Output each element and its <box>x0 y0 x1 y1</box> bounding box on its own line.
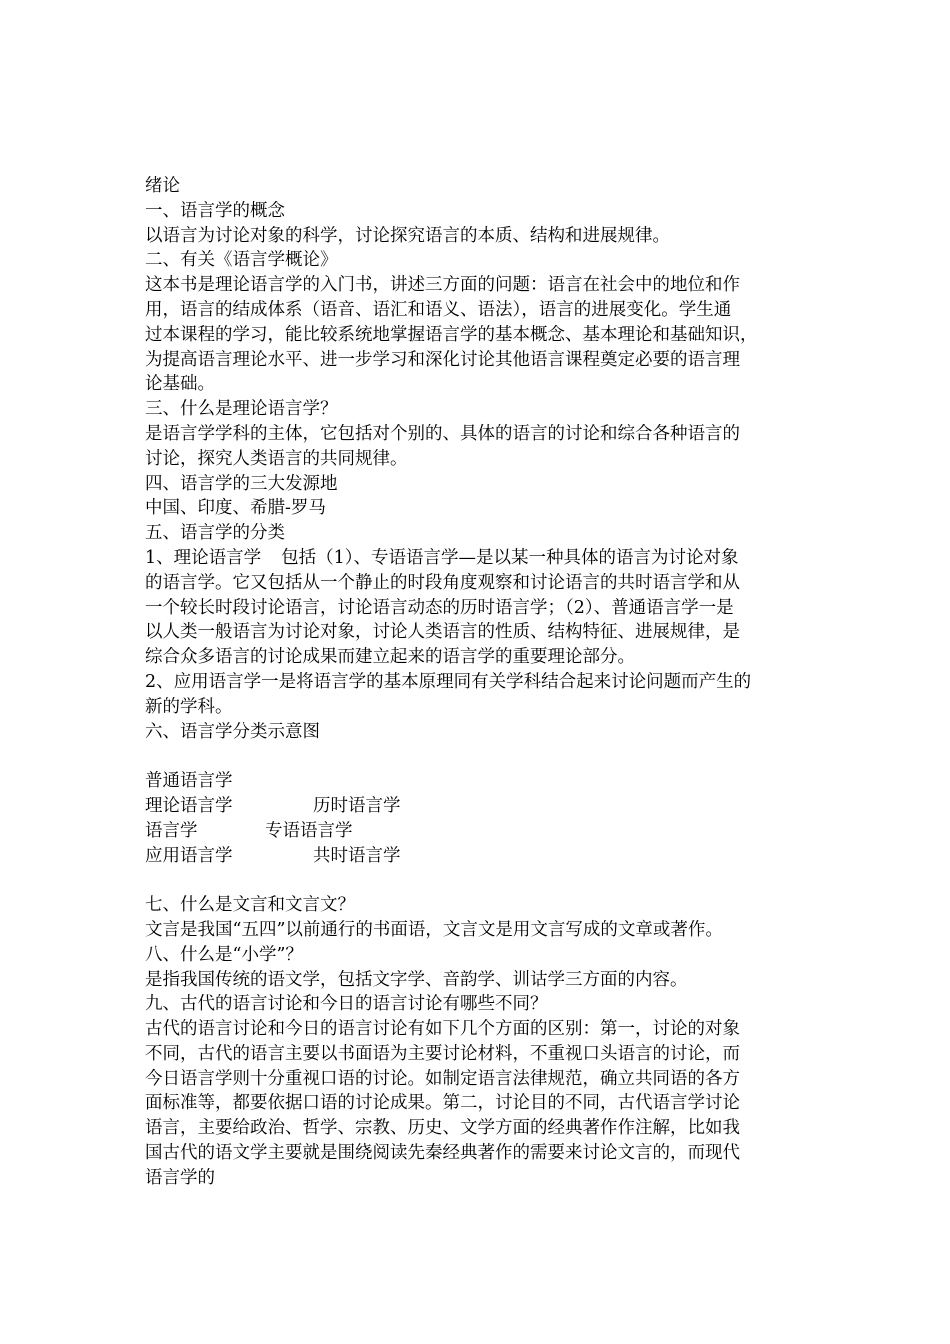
diagram-label-linguistics: 语言学 <box>145 820 198 841</box>
diagram-label-diachronic: 历时语言学 <box>313 795 401 816</box>
section-8-heading: 八、什么是“小学”？ <box>145 944 303 965</box>
diagram-row <box>145 794 810 819</box>
section-2-line: 用，语言的结成体系（语音、语汇和语义、语法），语言的进展变化。学生通 <box>145 299 732 320</box>
section-4-heading: 四、语言学的三大发源地 <box>145 473 338 494</box>
blank-line <box>145 868 810 893</box>
diagram-row <box>145 769 810 794</box>
section-9-line: 国古代的语文学主要就是围绕阅读先秦经典著作的需要来讨论文言的，而现代 <box>145 1143 740 1164</box>
doc-title: 绪论 <box>145 176 180 196</box>
diagram-label-applied: 应用语言学 <box>145 845 233 866</box>
diagram-row <box>145 844 810 869</box>
section-9-line: 面标准等，都要依据口语的讨论成果。第二，讨论目的不同，古代语言学讨论 <box>145 1093 740 1114</box>
section-9-line: 语言，主要给政治、哲学、宗教、历史、文学方面的经典著作作注解，比如我 <box>145 1118 740 1139</box>
section-9-line: 古代的语言讨论和今日的语言讨论有如下几个方面的区别：第一，讨论的对象 <box>145 1019 740 1040</box>
diagram-label-theoretical: 理论语言学 <box>145 795 233 816</box>
diagram-label-synchronic: 共时语言学 <box>313 845 401 866</box>
section-8-body: 是指我国传统的语文学，包括文字学、音韵学、训诂学三方面的内容。 <box>145 969 688 990</box>
section-3-heading: 三、什么是理论语言学？ <box>145 399 338 420</box>
section-5-heading: 五、语言学的分类 <box>145 523 285 544</box>
document-page <box>145 174 810 1191</box>
section-2-line: 为提高语言理论水平、进一步学习和深化讨论其他语言课程奠定必要的语言理 <box>145 349 740 370</box>
diagram-row <box>145 819 810 844</box>
section-9-heading: 九、古代的语言讨论和今日的语言讨论有哪些不同？ <box>145 994 548 1015</box>
section-3-line: 讨论，探究人类语言的共同规律。 <box>145 448 408 469</box>
section-1-body: 以语言为讨论对象的科学，讨论探究语言的本质、结构和进展规律。 <box>145 225 670 246</box>
section-2-line: 过本课程的学习，能比较系统地掌握语言学的基本概念、基本理论和基础知识， <box>145 324 758 345</box>
section-9-line: 语言学的 <box>145 1167 215 1188</box>
section-5-para-1-first: 包括（1）、专语语言学—是以某一种具体的语言为讨论对象 <box>281 547 739 568</box>
section-6-heading: 六、语言学分类示意图 <box>145 721 320 742</box>
section-2-line: 论基础。 <box>145 374 215 395</box>
section-5-para-2-line: 新的学科。 <box>145 696 233 717</box>
diagram-label-general: 普通语言学 <box>145 771 233 792</box>
section-5-para-1-line: 综合众多语言的讨论成果而建立起来的语言学的重要理论部分。 <box>145 647 635 668</box>
section-5-para-1-line: 一个较长时段讨论语言，讨论语言动态的历时语言学；（2）、普通语言学一是 <box>145 597 734 618</box>
diagram-label-specific: 专语语言学 <box>265 820 353 841</box>
section-5-para-1-line: 的语言学。它又包括从一个静止的时段角度观察和讨论语言的共时语言学和从 <box>145 572 740 593</box>
classification-diagram <box>145 769 810 868</box>
section-5-para-2-line: 2、应用语言学一是将语言学的基本原理同有关学科结合起来讨论问题而产生的 <box>145 671 752 692</box>
section-7-body: 文言是我国“五四”以前通行的书面语，文言文是用文言写成的文章或著作。 <box>145 919 723 940</box>
section-5-para-1-first-line <box>145 546 810 571</box>
section-9-line: 不同，古代的语言主要以书面语为主要讨论材料，不重视口头语言的讨论，而 <box>145 1043 740 1064</box>
section-2-line: 这本书是理论语言学的入门书，讲述三方面的问题：语言在社会中的地位和作 <box>145 275 740 296</box>
section-2-heading: 二、有关《语言学概论》 <box>145 250 338 271</box>
section-9-line: 今日语言学则十分重视口语的讨论。如制定语言法律规范，确立共同语的各方 <box>145 1068 740 1089</box>
section-7-heading: 七、什么是文言和文言文？ <box>145 895 355 916</box>
section-1-heading: 一、语言学的概念 <box>145 200 285 221</box>
blank-line <box>145 744 810 769</box>
section-5-para-1-lead: 1、理论语言学 <box>145 547 262 568</box>
section-4-body: 中国、印度、希腊-罗马 <box>145 498 326 519</box>
section-3-line: 是语言学学科的主体，它包括对个别的、具体的语言的讨论和综合各种语言的 <box>145 423 740 444</box>
section-5-para-1-line: 以人类一般语言为讨论对象，讨论人类语言的性质、结构特征、进展规律，是 <box>145 622 740 643</box>
